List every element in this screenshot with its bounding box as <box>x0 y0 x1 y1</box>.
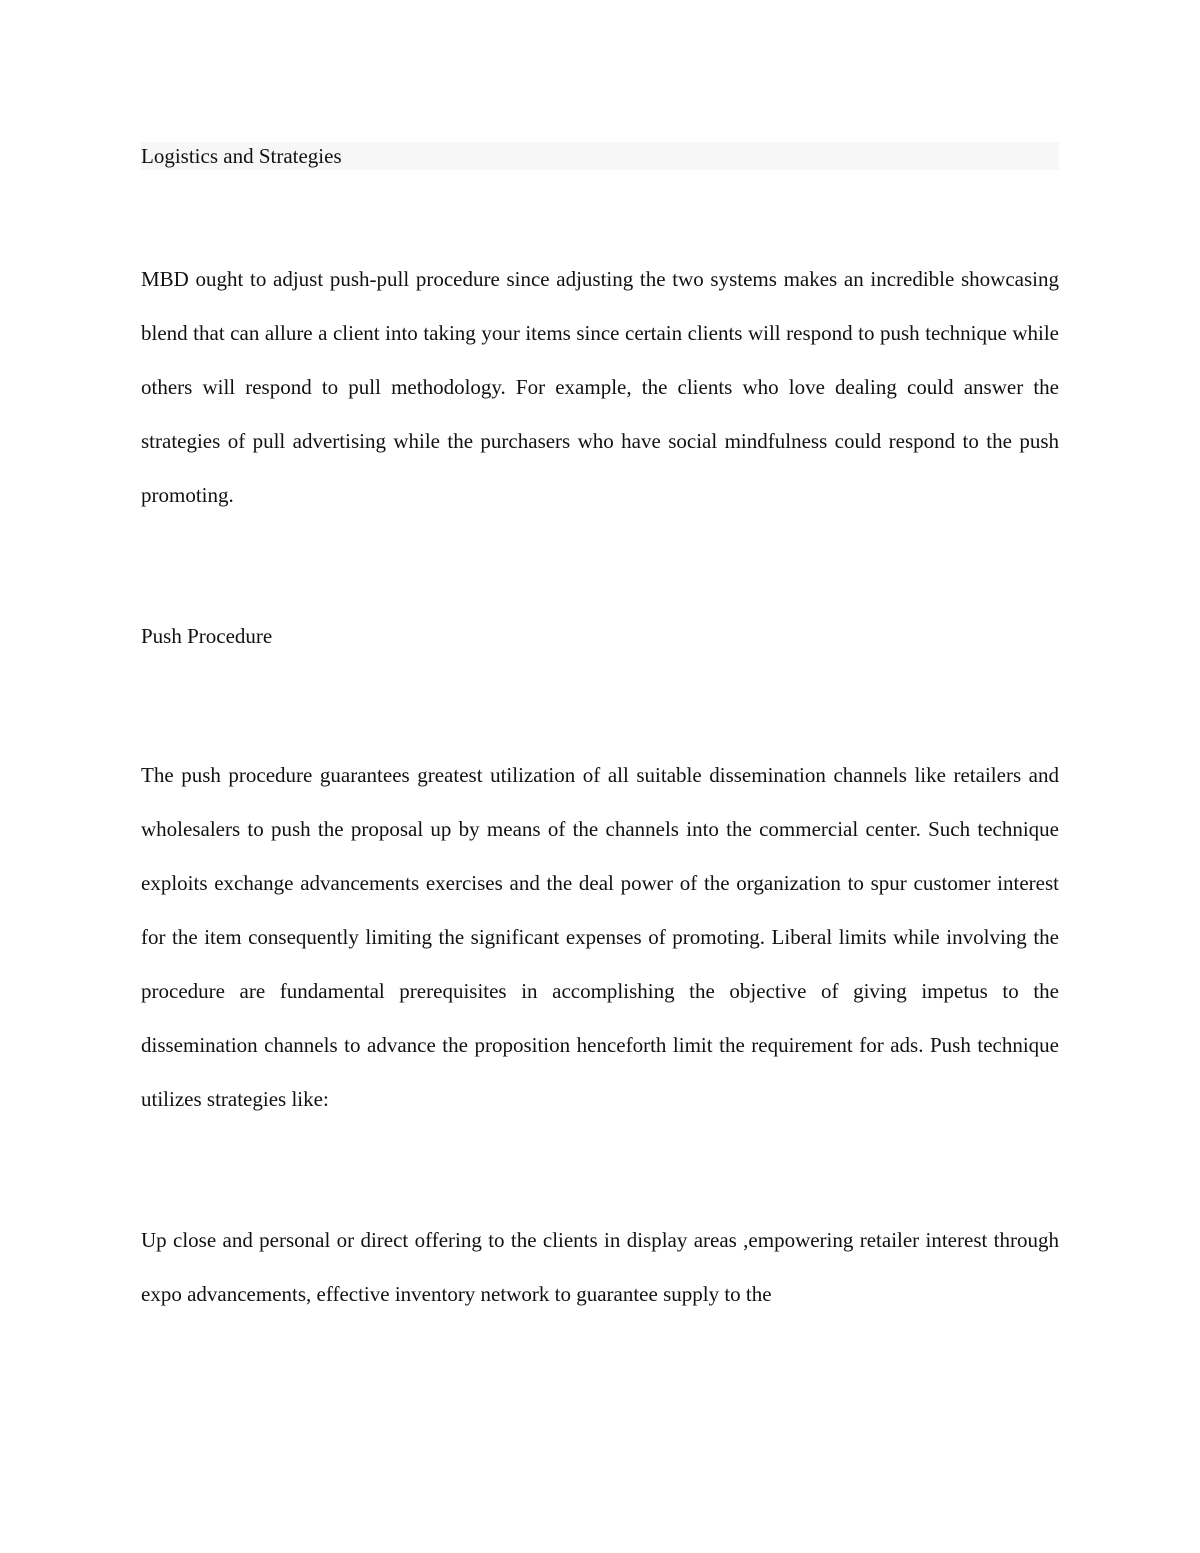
push-procedure-paragraph: The push procedure guarantees greatest utilization of all suitable dissemination channels like retailers and wholesalers to push the proposal up by means of the channels into the commercial center. Such technique exploits exchange advancements exercises and the deal power of the organization to spur customer interest for the item consequently limiting the significant expenses of promoting. Liberal limits while involving the procedure are fundamental prerequisites in accomplishing the objective of giving impetus to the dissemination channels to advance the proposition henceforth limit the requirement for ads. Push technique utilizes strategies like: <box>141 763 1059 1111</box>
intro-paragraph: MBD ought to adjust push-pull procedure since adjusting the two systems makes an incredible showcasing blend that can allure a client into taking your items since certain clients will respond to push technique while others will respond to pull methodology. For example, the clients who love dealing could answer the strategies of pull advertising while the purchasers who have social mindfulness could respond to the push promoting. <box>141 267 1059 507</box>
push-strategies-paragraph: Up close and personal or direct offering to the clients in display areas ,empowering retailer interest through expo advancements, effective inventory network to guarantee supply to the <box>141 1228 1059 1306</box>
section-heading-push-procedure: Push Procedure <box>141 624 273 648</box>
document-title: Logistics and Strategies <box>141 142 1059 170</box>
